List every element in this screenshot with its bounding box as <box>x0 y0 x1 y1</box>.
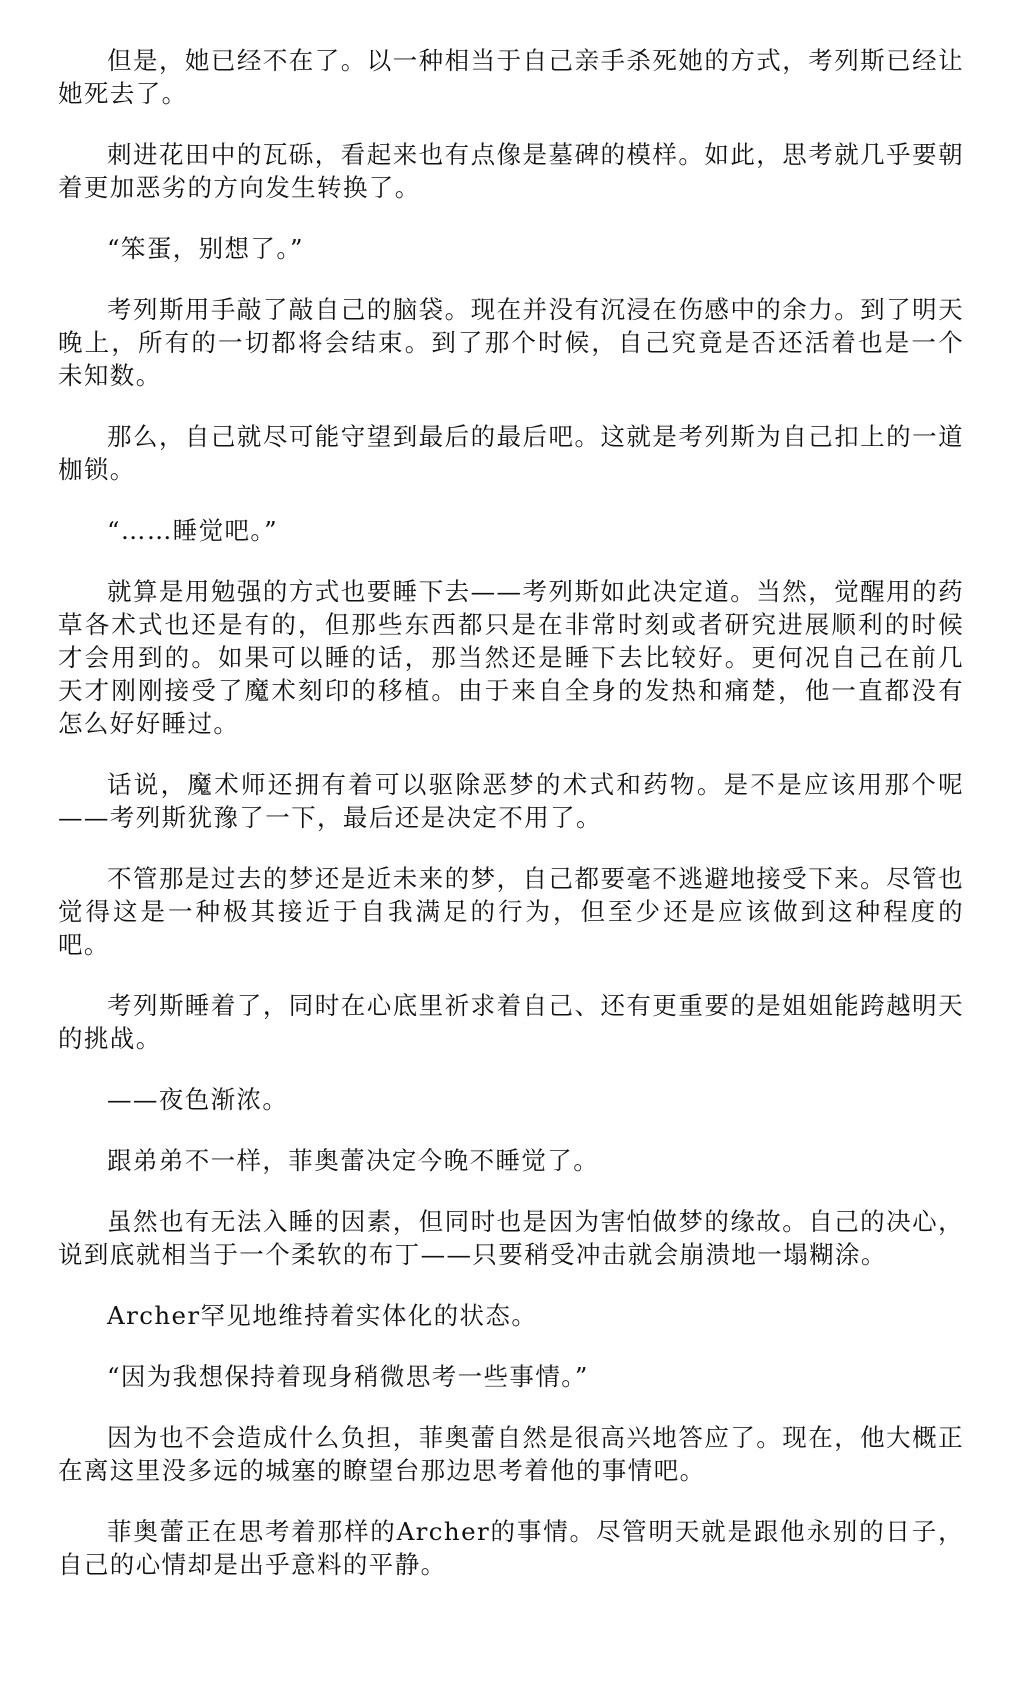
document-page <box>58 44 964 1609</box>
paragraph: “……睡觉吧。” <box>107 516 278 545</box>
paragraph: 虽然也有无法入睡的因素，但同时也是因为害怕做梦的缘故。自己的决心，说到底就相当于一个柔软的布丁——只要稍受冲击就会崩溃地一塌糊涂。 <box>58 1207 964 1269</box>
paragraph: 考列斯用手敲了敲自己的脑袋。现在并没有沉浸在伤感中的余力。到了明天晚上，所有的一切都将会结束。到了那个时候，自己究竟是否还活着也是一个未知数。 <box>58 295 964 390</box>
paragraph: ——夜色渐浓。 <box>107 1085 289 1114</box>
paragraph: 菲奥蕾正在思考着那样的Archer的事情。尽管明天就是跟他永别的日子，自己的心情却是出乎意料的平静。 <box>58 1517 964 1579</box>
paragraph: 那么，自己就尽可能守望到最后的最后吧。这就是考列斯为自己扣上的一道枷锁。 <box>58 422 964 484</box>
paragraph: “因为我想保持着现身稍微思考一些事情。” <box>107 1362 589 1391</box>
paragraph: 话说，魔术师还拥有着可以驱除恶梦的术式和药物。是不是应该用那个呢——考列斯犹豫了一下，最后还是决定不用了。 <box>58 770 964 832</box>
paragraph: 跟弟弟不一样，菲奥蕾决定今晚不睡觉了。 <box>107 1146 600 1175</box>
paragraph: 因为也不会造成什么负担，菲奥蕾自然是很高兴地答应了。现在，他大概正在离这里没多远的城塞的瞭望台那边思考着他的事情吧。 <box>58 1423 964 1485</box>
paragraph: “笨蛋，别想了。” <box>107 234 304 263</box>
paragraph: Archer罕见地维持着实体化的状态。 <box>107 1301 538 1330</box>
paragraph: 但是，她已经不在了。以一种相当于自己亲手杀死她的方式，考列斯已经让她死去了。 <box>58 46 964 108</box>
paragraph: 刺进花田中的瓦砾，看起来也有点像是墓碑的模样。如此，思考就几乎要朝着更加恶劣的方向发生转换了。 <box>58 140 964 202</box>
paragraph: 就算是用勉强的方式也要睡下去——考列斯如此决定道。当然，觉醒用的药草各术式也还是有的，但那些东西都只是在非常时刻或者研究进展顺利的时候才会用到的。如果可以睡的话，那当然还是睡下去比较好。更何况自己在前几天才刚刚接受了魔术刻印的移植。由于来自全身的发热和痛楚，他一直都没有怎么好好睡过。 <box>58 577 964 738</box>
paragraph: 不管那是过去的梦还是近未来的梦，自己都要毫不逃避地接受下来。尽管也觉得这是一种极其接近于自我满足的行为，但至少还是应该做到这种程度的吧。 <box>58 864 964 959</box>
paragraph: 考列斯睡着了，同时在心底里祈求着自己、还有更重要的是姐姐能跨越明天的挑战。 <box>58 991 964 1053</box>
